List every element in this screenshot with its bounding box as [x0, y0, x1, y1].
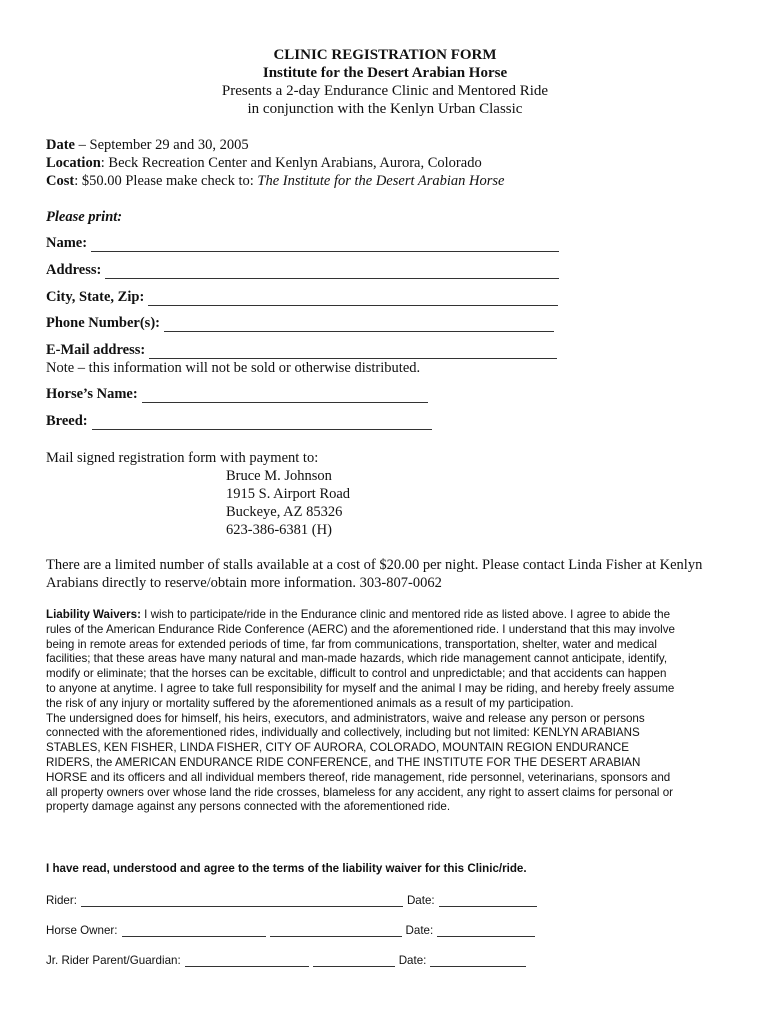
event-info: [46, 136, 504, 190]
rider-label: Rider:: [46, 894, 77, 907]
waiver-paragraph-1: Liability Waivers: I wish to participate/ride in the Endurance clinic and mentored ride as listed above. I agree to abide the rules of the American Endurance Ride Conference (AERC) and the aforementioned ride. I understand that this may involve being in remote areas for extended periods of time, far from communications, transportation, shelter, water and medical facilities; that these areas have many natural and man-made hazards, which ride management cannot anticipate, identify, modify or eliminate; that the horses can be excitable, difficult to control and unpredictable; and that accidents can happen to anyone at anytime. I agree to take full responsibility for myself and the animal I may be riding, and hereby freely assume the risk of any injury or mortality suffered by the aforementioned animals as a result of my participation.: [46, 608, 675, 710]
cost-value: : $50.00 Please make check to:: [74, 173, 258, 189]
cost-label: Cost: [46, 173, 75, 189]
owner-signature-line-2[interactable]: [270, 924, 402, 937]
cost-payee: The Institute for the Desert Arabian Horse: [257, 173, 505, 189]
location-row: [46, 154, 504, 172]
breed-label: Breed:: [46, 413, 88, 429]
rider-signature-line[interactable]: [81, 894, 403, 907]
guardian-signature-row: [46, 954, 526, 967]
cost-row: [46, 172, 504, 190]
city-state-zip-label: City, State, Zip:: [46, 289, 145, 305]
owner-label: Horse Owner:: [46, 924, 118, 937]
date-value: – September 29 and 30, 2005: [75, 137, 249, 153]
mailing-address: [226, 467, 350, 539]
owner-date-line[interactable]: [437, 924, 535, 937]
owner-date-label: Date:: [405, 924, 434, 937]
guardian-date-line[interactable]: [430, 954, 526, 967]
guardian-label: Jr. Rider Parent/Guardian:: [46, 954, 181, 967]
horse-name-label: Horse’s Name:: [46, 386, 138, 402]
privacy-note: Note – this information will not be sold or otherwise distributed.: [46, 360, 421, 376]
email-label: E-Mail address:: [46, 342, 146, 358]
mail-street: 1915 S. Airport Road: [226, 486, 351, 502]
rider-date-label: Date:: [406, 894, 435, 907]
rider-signature-row: [46, 894, 537, 907]
phone-label: Phone Number(s):: [46, 315, 160, 331]
waiver-heading: Liability Waivers:: [46, 608, 141, 621]
liability-waiver: [46, 608, 676, 815]
mail-recipient: Bruce M. Johnson: [226, 468, 332, 484]
event-association: in conjunction with the Kenlyn Urban Classic: [247, 101, 523, 117]
email-field[interactable]: [46, 342, 557, 359]
name-field[interactable]: [46, 235, 559, 252]
date-label: Date: [46, 137, 75, 153]
horse-name-input-line[interactable]: [142, 388, 428, 403]
owner-signature-line[interactable]: [122, 924, 266, 937]
mail-city: Buckeye, AZ 85326: [226, 504, 343, 520]
phone-field[interactable]: [46, 315, 554, 332]
form-header: [0, 46, 770, 118]
event-description: Presents a 2-day Endurance Clinic and Mentored Ride: [221, 83, 549, 99]
breed-input-line[interactable]: [92, 415, 432, 430]
waiver-agreement: I have read, understood and agree to the terms of the liability waiver for this Clinic/ride.: [46, 862, 527, 875]
date-row: [46, 136, 504, 154]
please-print-heading: Please print:: [46, 209, 123, 225]
mail-instruction: Mail signed registration form with payment to:: [46, 450, 319, 466]
guardian-signature-line[interactable]: [185, 954, 309, 967]
location-label: Location: [46, 155, 101, 171]
email-input-line[interactable]: [149, 344, 557, 359]
organization-name: Institute for the Desert Arabian Horse: [262, 65, 508, 81]
form-title: CLINIC REGISTRATION FORM: [273, 47, 497, 63]
owner-signature-row: [46, 924, 535, 937]
mail-phone: 623-386-6381 (H): [226, 522, 332, 538]
address-label: Address:: [46, 262, 102, 278]
guardian-signature-line-2[interactable]: [313, 954, 395, 967]
rider-date-line[interactable]: [439, 894, 537, 907]
stalls-notice: There are a limited number of stalls available at a cost of $20.00 per night. Please contact Linda Fisher at Kenlyn Arabians directly to reserve/obtain more information. 303-807-0062: [46, 557, 703, 591]
city-state-zip-field[interactable]: [46, 289, 558, 306]
waiver-paragraph-2: The undersigned does for himself, his heirs, executors, and administrators, waive and release any person or persons connected with the aforementioned rides, individually and collectively, including but not limited: KENLYN ARABIANS STABLES, KEN FISHER, LINDA FISHER, CITY OF AURORA, COLORADO, MOUNTAIN REGION ENDURANCE RIDERS, the AMERICAN ENDURANCE RIDE CONFERENCE, and THE INSTITUTE FOR THE DESERT ARABIAN HORSE and its officers and all individual members thereof, ride management, ride personnel, veterinarians, sponsors and all property owners over whose land the ride crosses, blameless for any accident, any right to assert claims for personal or property damage against any persons connected with the aforementioned ride.: [46, 711, 673, 814]
name-label: Name:: [46, 235, 88, 251]
name-input-line[interactable]: [91, 237, 559, 252]
location-value: : Beck Recreation Center and Kenlyn Arabians, Aurora, Colorado: [100, 155, 482, 171]
phone-input-line[interactable]: [164, 317, 554, 332]
address-field[interactable]: [46, 262, 559, 279]
city-state-zip-input-line[interactable]: [148, 291, 558, 306]
address-input-line[interactable]: [105, 264, 559, 279]
guardian-date-label: Date:: [398, 954, 427, 967]
breed-field[interactable]: [46, 413, 432, 430]
horse-name-field[interactable]: [46, 386, 428, 403]
